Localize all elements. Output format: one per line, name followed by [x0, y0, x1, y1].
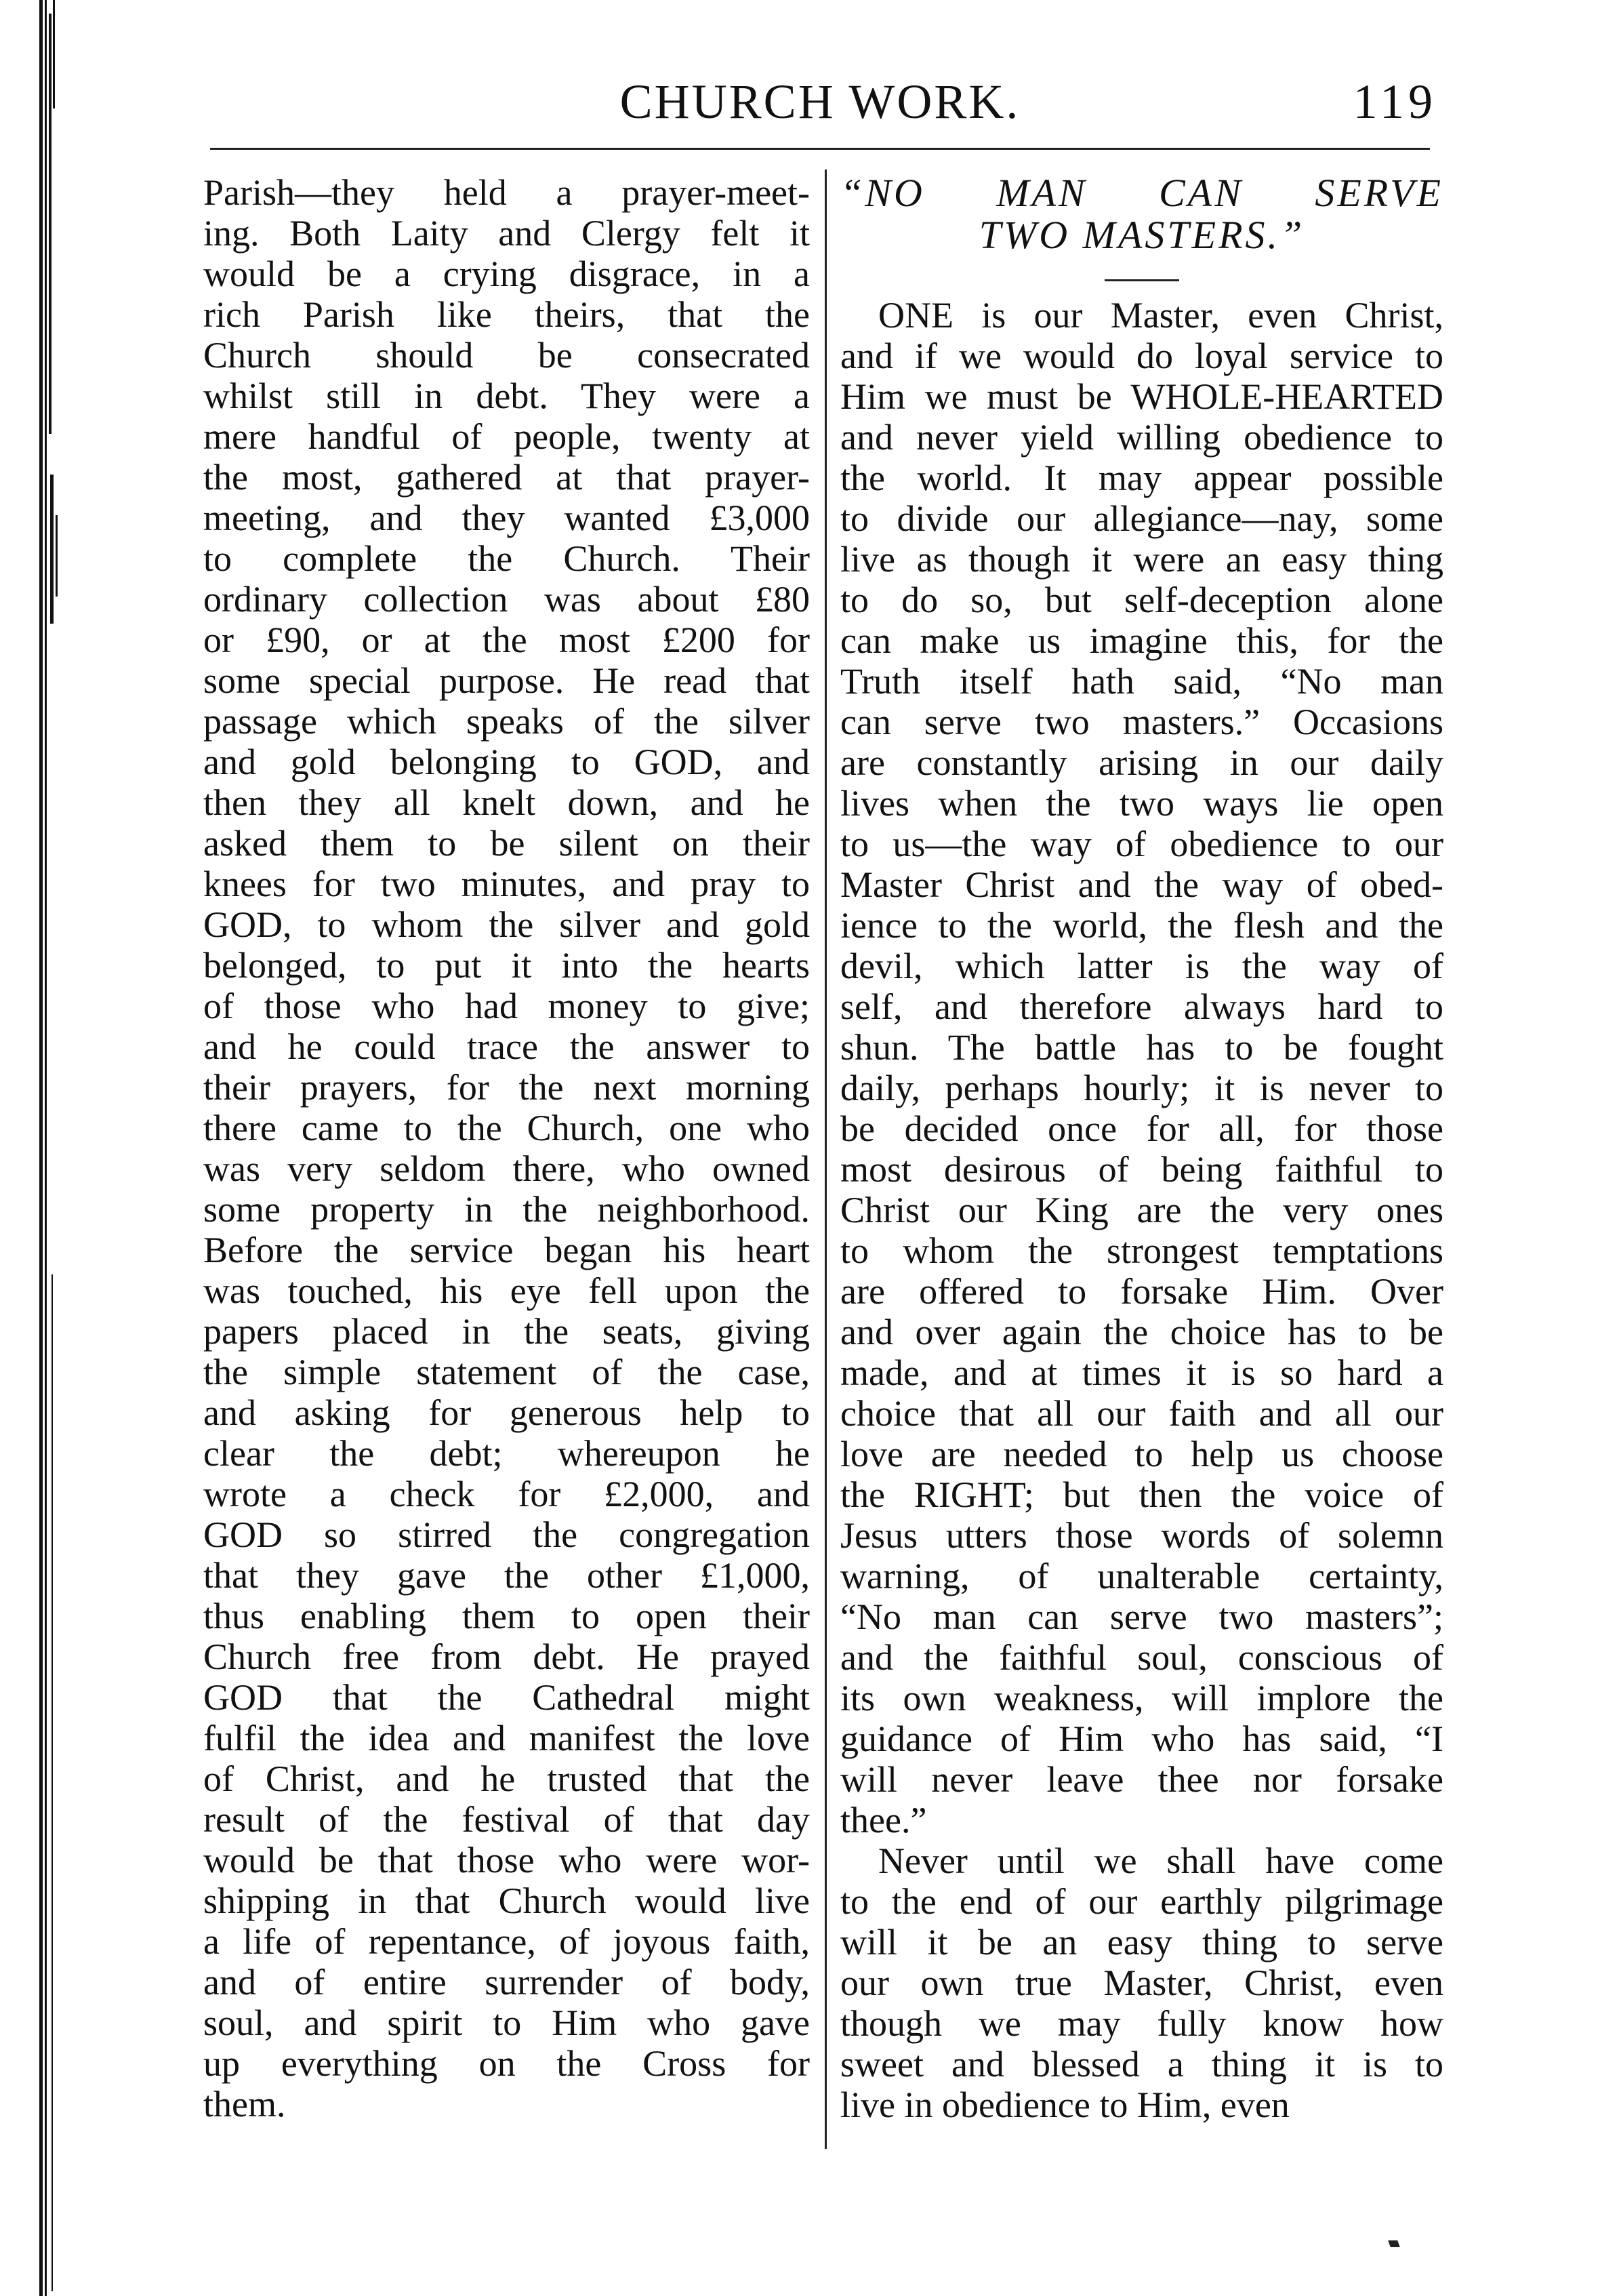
text-line: guidance of Him who has said, “I: [840, 1718, 1443, 1759]
text-line: clear the debt; whereupon he: [203, 1433, 810, 1474]
text-line: there came to the Church, one who: [203, 1108, 810, 1148]
text-line: that they gave the other £1,000,: [203, 1555, 810, 1596]
text-line: our own true Master, Christ, even: [840, 1962, 1443, 2003]
text-line: them.: [203, 2084, 286, 2124]
text-line: love are needed to help us choose: [840, 1434, 1443, 1474]
text-line: shipping in that Church would live: [203, 1880, 810, 1921]
right-column: [840, 172, 1443, 2125]
text-line: can serve two masters.” Occasions: [840, 702, 1443, 742]
text-line: choice that all our faith and all our: [840, 1393, 1443, 1434]
text-line: belonged, to put it into the hearts: [203, 945, 810, 986]
text-line: lives when the two ways lie open: [840, 783, 1443, 824]
text-line: GOD, to whom the silver and gold: [203, 904, 810, 945]
text-line: be decided once for all, for those: [840, 1108, 1443, 1149]
text-line: will never leave thee nor forsake: [840, 1759, 1443, 1800]
text-line: knees for two minutes, and pray to: [203, 864, 810, 904]
text-line: meeting, and they wanted £3,000: [203, 498, 810, 538]
binding-line: [49, 14, 52, 434]
page-header: [203, 64, 1437, 139]
text-line: Before the service began his heart: [203, 1230, 810, 1270]
text-line: their prayers, for the next morning: [203, 1067, 810, 1108]
text-line: to complete the Church. Their: [203, 538, 810, 579]
page-binding-edge: [0, 0, 75, 2296]
text-line: sweet and blessed a thing it is to: [840, 2044, 1443, 2084]
text-line: of Christ, and he trusted that the: [203, 1758, 810, 1799]
paragraph: [840, 1840, 1443, 2125]
text-line: rich Parish like theirs, that the: [203, 294, 810, 335]
text-line: GOD that the Cathedral might: [203, 1677, 810, 1718]
text-line: was touched, his eye fell upon the: [203, 1270, 810, 1311]
text-line: fulfil the idea and manifest the love: [203, 1718, 810, 1758]
text-line: some special purpose. He read that: [203, 660, 810, 701]
text-line: to whom the strongest temptations: [840, 1230, 1443, 1271]
text-line: ing. Both Laity and Clergy felt it: [203, 213, 810, 254]
text-line: GOD so stirred the congregation: [203, 1514, 810, 1555]
text-line: ONE is our Master, even Christ,: [878, 295, 1443, 336]
text-line: Jesus utters those words of solemn: [840, 1515, 1443, 1556]
binding-line: [39, 0, 43, 2296]
text-line: some property in the neighborhood.: [203, 1189, 810, 1230]
text-line: and asking for generous help to: [203, 1392, 810, 1433]
text-line: and the faithful soul, conscious of: [840, 1637, 1443, 1678]
text-line: will it be an easy thing to serve: [840, 1922, 1443, 1962]
text-line: would be a crying disgrace, in a: [203, 254, 810, 294]
text-line: made, and at times it is so hard a: [840, 1352, 1443, 1393]
text-line: the RIGHT; but then the voice of: [840, 1474, 1443, 1515]
text-line: papers placed in the seats, giving: [203, 1311, 810, 1352]
text-line: though we may fully know how: [840, 2003, 1443, 2044]
article-title-line-1: “NO MAN CAN SERVE: [840, 171, 1443, 215]
binding-line: [56, 515, 58, 597]
text-line: warning, of unalterable certainty,: [840, 1556, 1443, 1596]
text-line: the world. It may appear possible: [840, 458, 1443, 498]
text-line: live in obedience to Him, even: [840, 2084, 1290, 2125]
binding-line: [45, 0, 47, 2296]
left-column: [203, 172, 810, 2124]
text-line: and over again the choice has to be: [840, 1312, 1443, 1352]
binding-line: [53, 0, 55, 108]
text-line: Church should be consecrated: [203, 335, 810, 376]
text-line: the simple statement of the case,: [203, 1352, 810, 1392]
text-line: mere handful of people, twenty at: [203, 416, 810, 457]
text-line: and gold belonging to GOD, and: [203, 742, 810, 782]
text-line: then they all knelt down, and he: [203, 782, 810, 823]
printer-mark: [1388, 2240, 1400, 2247]
text-line: Him we must be WHOLE-HEARTED: [840, 376, 1443, 417]
text-line: self, and therefore always hard to: [840, 986, 1443, 1027]
title-rule: [1105, 279, 1179, 281]
text-line: are offered to forsake Him. Over: [840, 1271, 1443, 1312]
text-line: to divide our allegiance—nay, some: [840, 498, 1443, 539]
text-line: are constantly arising in our daily: [840, 742, 1443, 783]
text-line: or £90, or at the most £200 for: [203, 620, 810, 660]
column-divider: [825, 169, 827, 2149]
text-line: live as though it were an easy thing: [840, 539, 1443, 580]
text-line: to the end of our earthly pilgrimage: [840, 1881, 1443, 1922]
text-line: daily, perhaps hourly; it is never to: [840, 1068, 1443, 1108]
text-line: Christ our King are the very ones: [840, 1190, 1443, 1230]
text-line: whilst still in debt. They were a: [203, 376, 810, 416]
text-line: and if we would do loyal service to: [840, 336, 1443, 376]
text-line: asked them to be silent on their: [203, 823, 810, 864]
running-title: CHURCH WORK.: [619, 75, 1021, 129]
text-line: passage which speaks of the silver: [203, 701, 810, 742]
text-line: would be that those who were wor-: [203, 1840, 810, 1880]
binding-line: [52, 1274, 53, 2291]
text-line: a life of repentance, of joyous faith,: [203, 1921, 810, 1962]
text-line: devil, which latter is the way of: [840, 946, 1443, 986]
text-line: to us—the way of obedience to our: [840, 824, 1443, 864]
article-title-line-2: TWO MASTERS.”: [979, 213, 1305, 257]
text-line: Master Christ and the way of obed-: [840, 864, 1443, 905]
text-line: and never yield willing obedience to: [840, 417, 1443, 458]
text-line: wrote a check for £2,000, and: [203, 1474, 810, 1514]
text-line: the most, gathered at that prayer-: [203, 457, 810, 498]
text-line: thee.”: [840, 1800, 927, 1840]
text-line: result of the festival of that day: [203, 1799, 810, 1840]
text-line: was very seldom there, who owned: [203, 1148, 810, 1189]
text-line: and he could trace the answer to: [203, 1026, 810, 1067]
text-line: can make us imagine this, for the: [840, 620, 1443, 661]
paragraph: [840, 295, 1443, 1840]
text-line: its own weakness, will implore the: [840, 1678, 1443, 1718]
text-line: thus enabling them to open their: [203, 1596, 810, 1636]
text-line: Truth itself hath said, “No man: [840, 661, 1443, 702]
text-line: soul, and spirit to Him who gave: [203, 2002, 810, 2043]
header-rule: [210, 148, 1430, 150]
text-line: shun. The battle has to be fought: [840, 1027, 1443, 1068]
text-line: Parish—they held a prayer-meet-: [203, 172, 810, 213]
text-line: of those who had money to give;: [203, 986, 810, 1026]
text-line: and of entire surrender of body,: [203, 1962, 810, 2002]
text-line: “No man can serve two masters”;: [840, 1596, 1443, 1637]
binding-line: [50, 475, 54, 624]
text-line: ience to the world, the flesh and the: [840, 905, 1443, 946]
text-line: Church free from debt. He prayed: [203, 1636, 810, 1677]
page-number: 119: [1353, 75, 1437, 129]
text-line: to do so, but self-deception alone: [840, 580, 1443, 620]
text-line: most desirous of being faithful to: [840, 1149, 1443, 1190]
text-line: up everything on the Cross for: [203, 2043, 810, 2084]
text-line: ordinary collection was about £80: [203, 579, 810, 620]
text-line: Never until we shall have come: [878, 1840, 1443, 1881]
